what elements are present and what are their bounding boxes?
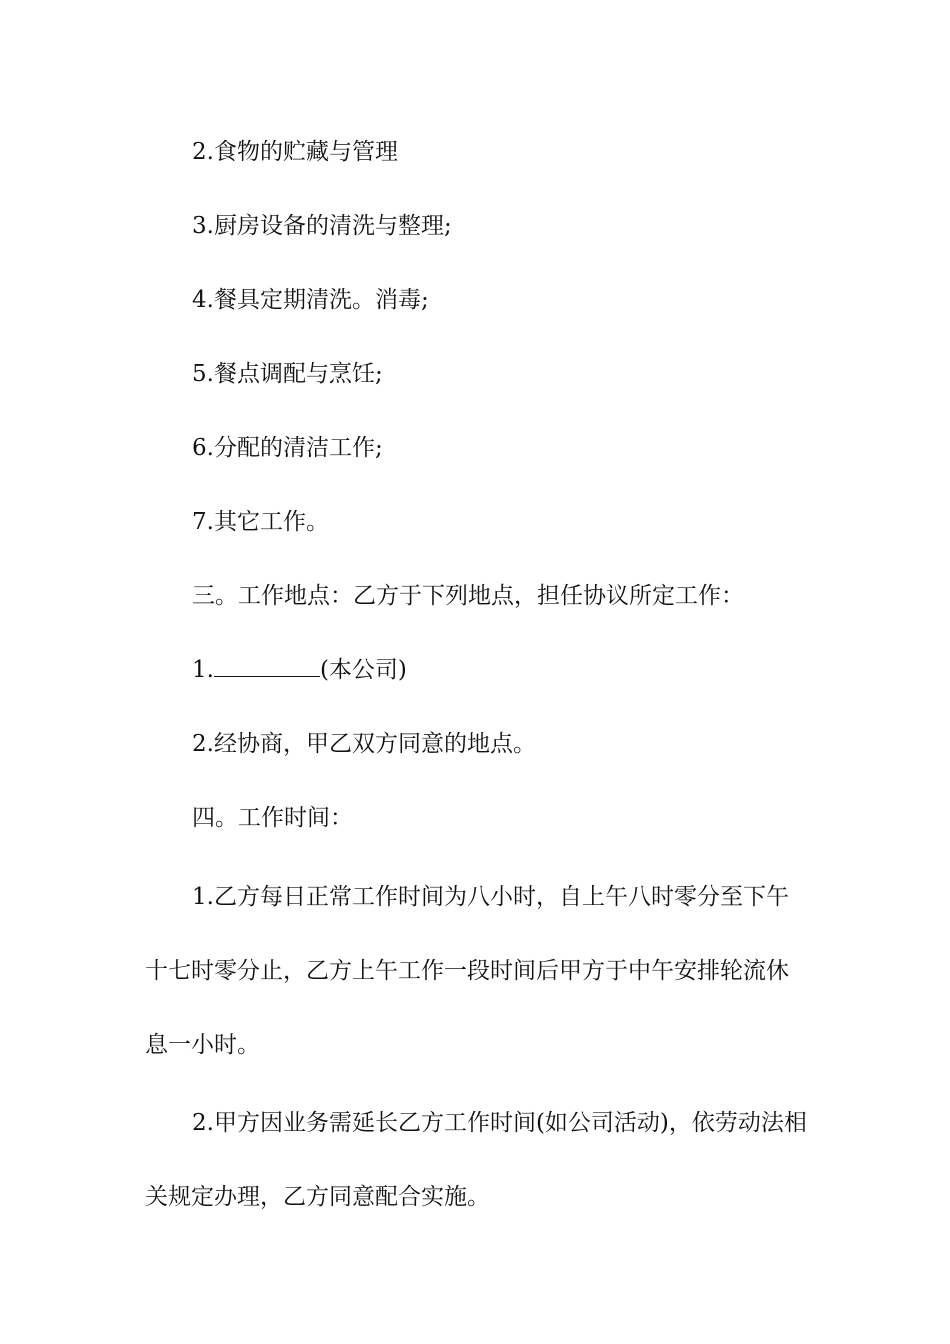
list-item-tableware-disinfection: 4.餐具定期清洗。消毒;	[192, 287, 429, 313]
list-item-meal-cooking: 5.餐点调配与烹饪;	[192, 361, 383, 387]
list-item-food-storage: 2.食物的贮藏与管理	[192, 139, 398, 165]
section-four-heading: 四。工作时间：	[192, 805, 353, 831]
location-item-2: 2.经协商，甲乙双方同意的地点。	[192, 731, 536, 757]
location-item-1	[145, 633, 810, 707]
list-item-cleaning-work: 6.分配的清洁工作;	[192, 435, 383, 461]
section-three-heading: 三。工作地点：乙方于下列地点，担任协议所定工作：	[192, 583, 744, 609]
list-item-equipment-cleaning: 3.厨房设备的清洗与整理;	[192, 213, 452, 239]
work-time-paragraph-2: 2.甲方因业务需延长乙方工作时间(如公司活动)，依劳动法相关规定办理，乙方同意配合实施。	[145, 1110, 807, 1210]
location-item-prefix: 1.	[192, 657, 214, 683]
list-item-other-work: 7.其它工作。	[192, 509, 329, 535]
location-item-suffix: (本公司)	[319, 657, 407, 683]
location-blank-field	[214, 658, 320, 677]
work-time-paragraph-1: 1.乙方每日正常工作时间为八小时，自上午八时零分至下午十七时零分止，乙方上午工作一段时间后甲方于中午安排轮流休息一小时。	[145, 884, 789, 1058]
